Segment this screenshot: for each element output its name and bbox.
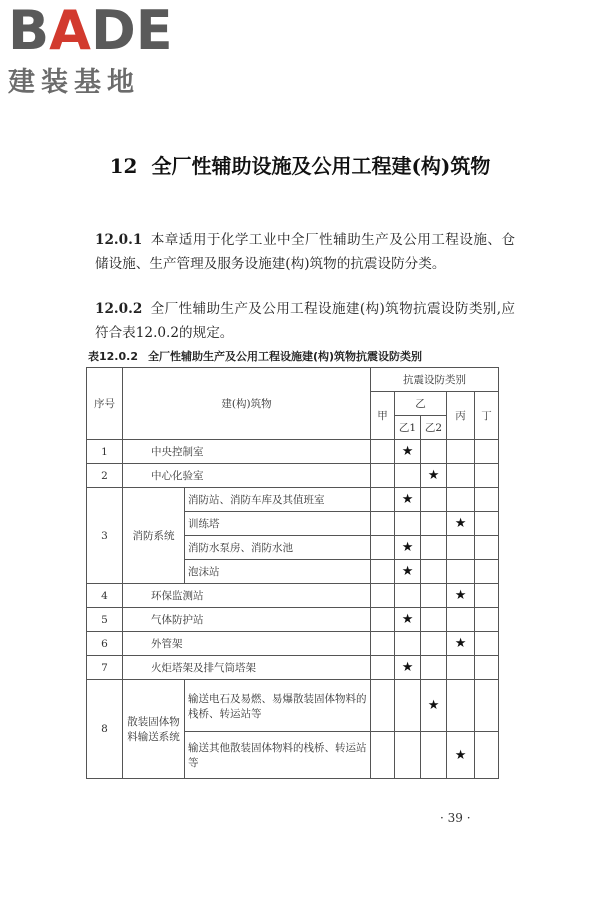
row-name: 中央控制室 <box>123 440 371 464</box>
empty-cell <box>447 680 475 732</box>
empty-cell <box>421 488 447 512</box>
header-yi: 乙 <box>395 392 447 416</box>
star-mark: ★ <box>447 632 475 656</box>
star-mark: ★ <box>447 584 475 608</box>
empty-cell <box>421 656 447 680</box>
empty-cell <box>371 560 395 584</box>
row-name: 中心化验室 <box>123 464 371 488</box>
empty-cell <box>421 632 447 656</box>
chapter-number: 12 <box>109 154 138 178</box>
row-seq: 5 <box>87 608 123 632</box>
seismic-category-table <box>86 367 499 779</box>
table-row <box>87 584 499 608</box>
star-mark: ★ <box>421 680 447 732</box>
row-name: 泡沫站 <box>185 560 371 584</box>
chapter-title-text: 全厂性辅助设施及公用工程建(构)筑物 <box>151 154 491 178</box>
empty-cell <box>447 488 475 512</box>
row-name: 气体防护站 <box>123 608 371 632</box>
page-number: · 39 · <box>440 811 471 825</box>
empty-cell <box>421 440 447 464</box>
row-seq: 7 <box>87 656 123 680</box>
empty-cell <box>447 536 475 560</box>
empty-cell <box>395 464 421 488</box>
empty-cell <box>371 536 395 560</box>
star-mark: ★ <box>395 488 421 512</box>
row-name: 环保监测站 <box>123 584 371 608</box>
row-group: 消防系统 <box>123 488 185 584</box>
empty-cell <box>395 732 421 779</box>
clause-text: 本章适用于化学工业中全厂性辅助生产及公用工程设施、仓储设施、生产管理及服务设施建(构)筑物的抗震设防分类。 <box>95 232 515 272</box>
empty-cell <box>421 512 447 536</box>
empty-cell <box>395 512 421 536</box>
empty-cell <box>421 732 447 779</box>
empty-cell <box>421 584 447 608</box>
logo-letter-d: D <box>90 0 136 62</box>
header-bing: 丙 <box>447 392 475 440</box>
row-seq: 8 <box>87 680 123 779</box>
row-seq: 2 <box>87 464 123 488</box>
logo-letter-e: E <box>135 0 173 62</box>
empty-cell <box>371 680 395 732</box>
row-name: 外管架 <box>123 632 371 656</box>
empty-cell <box>475 732 499 779</box>
empty-cell <box>371 440 395 464</box>
empty-cell <box>371 488 395 512</box>
row-group: 散装固体物料输送系统 <box>123 680 185 779</box>
empty-cell <box>371 656 395 680</box>
clause-text: 全厂性辅助生产及公用工程设施建(构)筑物抗震设防类别,应符合表12.0.2的规定。 <box>95 301 515 341</box>
star-mark: ★ <box>395 560 421 584</box>
header-building: 建(构)筑物 <box>123 368 371 440</box>
empty-cell <box>475 632 499 656</box>
star-mark: ★ <box>447 732 475 779</box>
empty-cell <box>371 464 395 488</box>
clause-number: 12.0.1 <box>95 232 143 248</box>
header-seq: 序号 <box>87 368 123 440</box>
empty-cell <box>475 656 499 680</box>
empty-cell <box>447 560 475 584</box>
table-row <box>87 608 499 632</box>
empty-cell <box>421 560 447 584</box>
empty-cell <box>475 560 499 584</box>
star-mark: ★ <box>447 512 475 536</box>
clause-12-0-1 <box>95 228 515 276</box>
table-caption <box>88 348 528 364</box>
row-seq: 3 <box>87 488 123 584</box>
bade-logo <box>8 2 188 100</box>
empty-cell <box>395 632 421 656</box>
row-name: 输送其他散装固体物料的栈桥、转运站等 <box>185 732 371 779</box>
header-yi1: 乙1 <box>395 416 421 440</box>
table-row <box>87 656 499 680</box>
star-mark: ★ <box>421 464 447 488</box>
chapter-title <box>0 150 600 179</box>
table-caption-number: 表12.0.2 <box>88 350 138 363</box>
logo-subtitle: 建装基地 <box>8 67 140 98</box>
empty-cell <box>395 584 421 608</box>
empty-cell <box>475 464 499 488</box>
row-name: 输送电石及易燃、易爆散装固体物料的栈桥、转运站等 <box>185 680 371 732</box>
empty-cell <box>475 512 499 536</box>
empty-cell <box>371 732 395 779</box>
row-name: 训练塔 <box>185 512 371 536</box>
logo-letter-a: A <box>49 0 91 62</box>
header-jia: 甲 <box>371 392 395 440</box>
empty-cell <box>371 512 395 536</box>
table-header-row <box>87 368 499 392</box>
header-yi2: 乙2 <box>421 416 447 440</box>
empty-cell <box>475 608 499 632</box>
empty-cell <box>371 584 395 608</box>
table-caption-title: 全厂性辅助生产及公用工程设施建(构)筑物抗震设防类别 <box>147 350 423 363</box>
table-row <box>87 488 499 512</box>
row-seq: 6 <box>87 632 123 656</box>
empty-cell <box>421 536 447 560</box>
empty-cell <box>475 488 499 512</box>
header-category-group: 抗震设防类别 <box>371 368 499 392</box>
clause-number: 12.0.2 <box>95 301 143 317</box>
row-name: 消防站、消防车库及其值班室 <box>185 488 371 512</box>
empty-cell <box>447 656 475 680</box>
empty-cell <box>447 608 475 632</box>
header-ding: 丁 <box>475 392 499 440</box>
empty-cell <box>371 632 395 656</box>
table-row <box>87 632 499 656</box>
clause-12-0-2 <box>95 297 515 345</box>
row-seq: 1 <box>87 440 123 464</box>
table-row <box>87 680 499 732</box>
empty-cell <box>475 680 499 732</box>
table-body <box>87 368 499 779</box>
star-mark: ★ <box>395 656 421 680</box>
empty-cell <box>475 440 499 464</box>
empty-cell <box>395 680 421 732</box>
table-row <box>87 464 499 488</box>
star-mark: ★ <box>395 440 421 464</box>
star-mark: ★ <box>395 536 421 560</box>
logo-letter-b: B <box>8 0 50 62</box>
empty-cell <box>371 608 395 632</box>
empty-cell <box>447 464 475 488</box>
row-name: 火炬塔架及排气筒塔架 <box>123 656 371 680</box>
star-mark: ★ <box>395 608 421 632</box>
empty-cell <box>475 536 499 560</box>
empty-cell <box>447 440 475 464</box>
logo-letters <box>8 0 188 62</box>
row-name: 消防水泵房、消防水池 <box>185 536 371 560</box>
empty-cell <box>421 608 447 632</box>
table-row <box>87 440 499 464</box>
empty-cell <box>475 584 499 608</box>
row-seq: 4 <box>87 584 123 608</box>
